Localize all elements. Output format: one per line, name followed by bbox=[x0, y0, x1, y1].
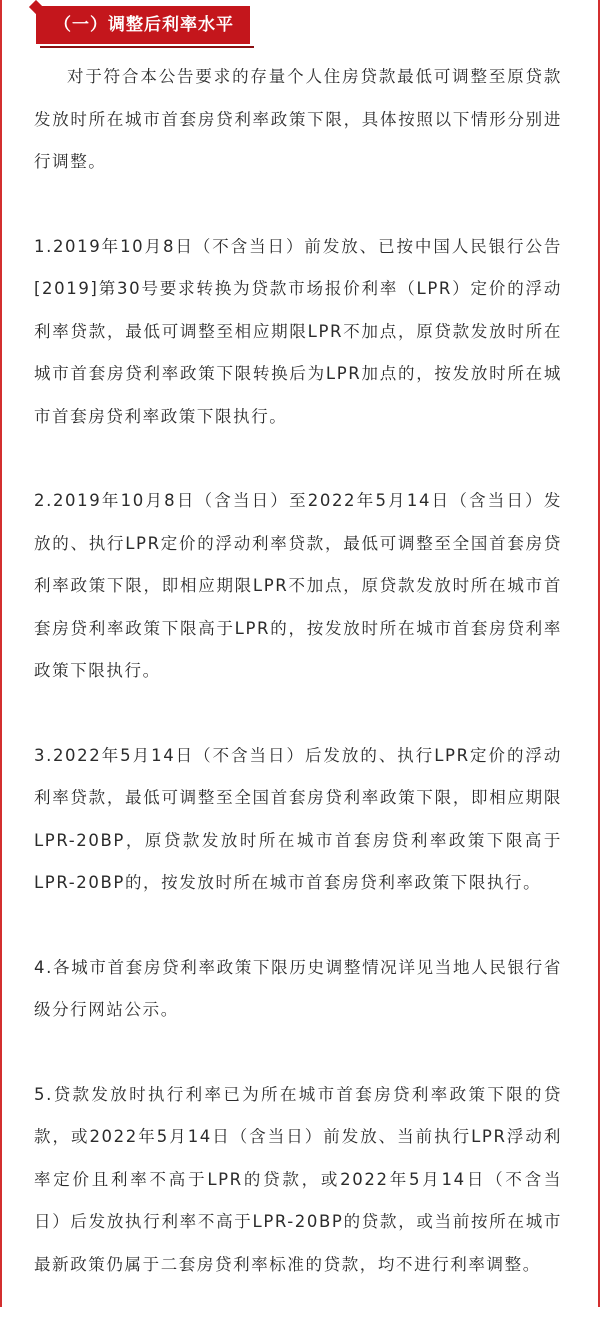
section-heading: （一）调整后利率水平 bbox=[36, 6, 250, 44]
paragraph-5: 5.贷款发放时执行利率已为所在城市首套房贷利率政策下限的贷款，或2022年5月14日（含当日）前发放、当前执行LPR浮动利率定价且利率不高于LPR的贷款，或2022年5月14日（不含当日）后发放执行利率不高于LPR-20BP的贷款，或当前按所在城市最新政策仍属于二套房贷利率标准的贷款，均不进行利率调整。 bbox=[34, 1084, 562, 1274]
article-body bbox=[34, 56, 562, 1328]
paragraph-1: 1.2019年10月8日（不含当日）前发放、已按中国人民银行公告[2019]第30号要求转换为贷款市场报价利率（LPR）定价的浮动利率贷款，最低可调整至相应期限LPR不加点，原贷款发放时所在城市首套房贷利率政策下限转换后为LPR加点的，按发放时所在城市首套房贷利率政策下限执行。 bbox=[34, 236, 562, 426]
section-heading-banner bbox=[36, 6, 250, 44]
intro-paragraph: 对于符合本公告要求的存量个人住房贷款最低可调整至原贷款发放时所在城市首套房贷利率政策下限，具体按照以下情形分别进行调整。 bbox=[34, 67, 562, 171]
bottom-fade bbox=[2, 1287, 598, 1307]
paragraph-2: 2.2019年10月8日（含当日）至2022年5月14日（含当日）发放的、执行LPR定价的浮动利率贷款，最低可调整至全国首套房贷利率政策下限，即相应期限LPR不加点，原贷款发放时所在城市首套房贷利率政策下限高于LPR的，按发放时所在城市首套房贷利率政策下限执行。 bbox=[34, 491, 562, 680]
paragraph-4: 4.各城市首套房贷利率政策下限历史调整情况详见当地人民银行省级分行网站公示。 bbox=[34, 957, 562, 1019]
paragraph-3: 3.2022年5月14日（不含当日）后发放的、执行LPR定价的浮动利率贷款，最低可调整至全国首套房贷利率政策下限，即相应期限LPR-20BP，原贷款发放时所在城市首套房贷利率政策下限高于LPR-20BP的，按发放时所在城市首套房贷利率政策下限执行。 bbox=[34, 745, 562, 892]
